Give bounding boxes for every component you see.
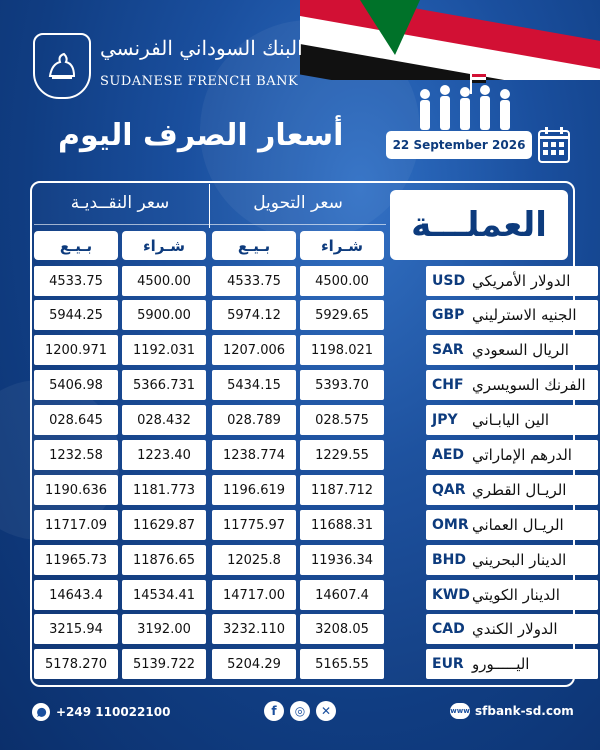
currency-name: الريـال العماني — [472, 510, 598, 540]
website-link[interactable] — [450, 703, 574, 719]
transfer-buy-cell: 11688.31 — [300, 510, 384, 540]
cash-buy-cell: 11629.87 — [122, 510, 206, 540]
cash-sell-cell: 1200.971 — [34, 335, 118, 365]
cash-sell-cell: 11965.73 — [34, 545, 118, 575]
cash-sell-cell: 1190.636 — [34, 475, 118, 505]
transfer-sell-cell: 5434.15 — [212, 370, 296, 400]
transfer-sell-cell: 5204.29 — [212, 649, 296, 679]
transfer-buy-cell: 1198.021 — [300, 335, 384, 365]
currency-code: SAR — [432, 342, 464, 358]
phone-contact[interactable] — [32, 703, 170, 721]
currency-cell — [426, 370, 598, 400]
cash-sell-cell: 5178.270 — [34, 649, 118, 679]
table-row — [32, 649, 569, 679]
currency-name: الفرنك السويسري — [472, 370, 598, 400]
transfer-sell-cell: 1238.774 — [212, 440, 296, 470]
transfer-sell-header: بـيـع — [212, 231, 296, 260]
table-row — [32, 510, 569, 540]
x-icon[interactable]: ✕ — [316, 701, 336, 721]
currency-name: اليـــــورو — [472, 649, 598, 679]
currency-code: QAR — [432, 482, 466, 498]
cash-sell-cell: 4533.75 — [34, 266, 118, 296]
transfer-rate-header: سعر التحويل — [253, 193, 343, 213]
divider — [209, 184, 210, 228]
instagram-icon[interactable]: ◎ — [290, 701, 310, 721]
table-row — [32, 614, 569, 644]
currency-cell — [426, 580, 598, 610]
cash-buy-cell: 5366.731 — [122, 370, 206, 400]
transfer-sell-cell: 3232.110 — [212, 614, 296, 644]
transfer-sell-cell: 028.789 — [212, 405, 296, 435]
cash-sell-header: بـيـع — [34, 231, 118, 260]
table-row — [32, 475, 569, 505]
transfer-sell-cell: 11775.97 — [212, 510, 296, 540]
transfer-sell-cell: 5974.12 — [212, 300, 296, 330]
currency-name: الين اليابـاني — [472, 405, 598, 435]
social-links — [264, 701, 336, 721]
cash-sell-cell: 1232.58 — [34, 440, 118, 470]
table-row — [32, 300, 577, 330]
currency-code: EUR — [432, 656, 464, 672]
transfer-buy-cell: 1229.55 — [300, 440, 384, 470]
currency-cell — [426, 335, 598, 365]
transfer-buy-cell: 11936.34 — [300, 545, 384, 575]
currency-code: CAD — [432, 621, 465, 637]
currency-cell — [426, 405, 598, 435]
transfer-buy-cell: 3208.05 — [300, 614, 384, 644]
transfer-buy-cell: 5929.65 — [300, 300, 384, 330]
bank-name-arabic: البنك السوداني الفرنسي — [100, 36, 303, 60]
transfer-sell-cell: 1196.619 — [212, 475, 296, 505]
people-silhouette — [410, 72, 520, 132]
cash-buy-cell: 11876.65 — [122, 545, 206, 575]
date-badge: 22 September 2026 — [386, 131, 532, 159]
cash-sell-cell: 3215.94 — [34, 614, 118, 644]
currency-name: الدرهم الإماراتي — [472, 440, 598, 470]
transfer-sell-cell: 14717.00 — [212, 580, 296, 610]
currency-cell — [426, 266, 598, 296]
currency-name: الدولار الأمريكي — [472, 266, 598, 296]
cash-buy-cell: 5900.00 — [122, 300, 206, 330]
currency-code: BHD — [432, 552, 467, 568]
currency-cell — [426, 300, 598, 330]
www-icon: www — [450, 703, 470, 719]
currency-name: الدولار الكندي — [472, 614, 598, 644]
currency-name: الجنيه الاسترليني — [472, 300, 598, 330]
transfer-buy-cell: 1187.712 — [300, 475, 384, 505]
currency-cell — [426, 475, 598, 505]
bank-logo — [33, 33, 91, 99]
transfer-buy-cell: 14607.4 — [300, 580, 384, 610]
cash-sell-cell: 5406.98 — [34, 370, 118, 400]
page-title: أسعار الصرف اليوم — [58, 118, 344, 153]
currency-cell — [426, 440, 598, 470]
cash-buy-cell: 5139.722 — [122, 649, 206, 679]
cash-buy-cell: 028.432 — [122, 405, 206, 435]
bank-logo-icon — [42, 46, 82, 86]
cash-buy-cell: 1181.773 — [122, 475, 206, 505]
transfer-buy-header: شـراء — [300, 231, 384, 260]
currency-code: USD — [432, 273, 466, 289]
currency-code: AED — [432, 447, 465, 463]
cash-buy-header: شـراء — [122, 231, 206, 260]
cash-buy-cell: 1223.40 — [122, 440, 206, 470]
cash-buy-cell: 3192.00 — [122, 614, 206, 644]
transfer-buy-cell: 4500.00 — [300, 266, 384, 296]
cash-sell-cell: 14643.4 — [34, 580, 118, 610]
phone-number: +249 110022100 — [56, 705, 171, 719]
currency-cell — [426, 614, 598, 644]
transfer-buy-cell: 028.575 — [300, 405, 384, 435]
cash-buy-cell: 14534.41 — [122, 580, 206, 610]
table-row — [32, 266, 569, 296]
currency-code: JPY — [432, 412, 458, 428]
transfer-sell-cell: 1207.006 — [212, 335, 296, 365]
transfer-sell-cell: 4533.75 — [212, 266, 296, 296]
whatsapp-icon — [32, 703, 50, 721]
currency-cell — [426, 649, 598, 679]
transfer-buy-cell: 5165.55 — [300, 649, 384, 679]
table-row — [32, 335, 569, 365]
table-row — [32, 580, 569, 610]
currency-code: OMR — [432, 517, 469, 533]
cash-sell-cell: 028.645 — [34, 405, 118, 435]
cash-buy-cell: 4500.00 — [122, 266, 206, 296]
cash-buy-cell: 1192.031 — [122, 335, 206, 365]
table-row — [32, 440, 572, 470]
table-row — [32, 370, 586, 400]
currency-code: GBP — [432, 307, 465, 323]
facebook-icon[interactable]: f — [264, 701, 284, 721]
currency-header: العملـــة — [390, 190, 568, 260]
cash-rate-header: سعر النقــديـة — [70, 193, 170, 213]
currency-code: CHF — [432, 377, 464, 393]
calendar-icon — [538, 126, 570, 164]
cash-sell-cell: 11717.09 — [34, 510, 118, 540]
cash-sell-cell: 5944.25 — [34, 300, 118, 330]
currency-name: الدينار الكويتي — [472, 580, 598, 610]
currency-name: الريـال القطري — [472, 475, 598, 505]
currency-name: الدينار البحريني — [472, 545, 598, 575]
bank-name-english: SUDANESE FRENCH BANK — [100, 74, 299, 89]
currency-name: الريال السعودي — [472, 335, 598, 365]
website-text: sfbank-sd.com — [475, 704, 574, 718]
transfer-buy-cell: 5393.70 — [300, 370, 384, 400]
table-row — [32, 545, 569, 575]
table-row — [32, 405, 569, 435]
divider — [34, 224, 386, 225]
transfer-sell-cell: 12025.8 — [212, 545, 296, 575]
currency-code: KWD — [432, 587, 470, 603]
currency-cell — [426, 545, 598, 575]
currency-cell — [426, 510, 598, 540]
